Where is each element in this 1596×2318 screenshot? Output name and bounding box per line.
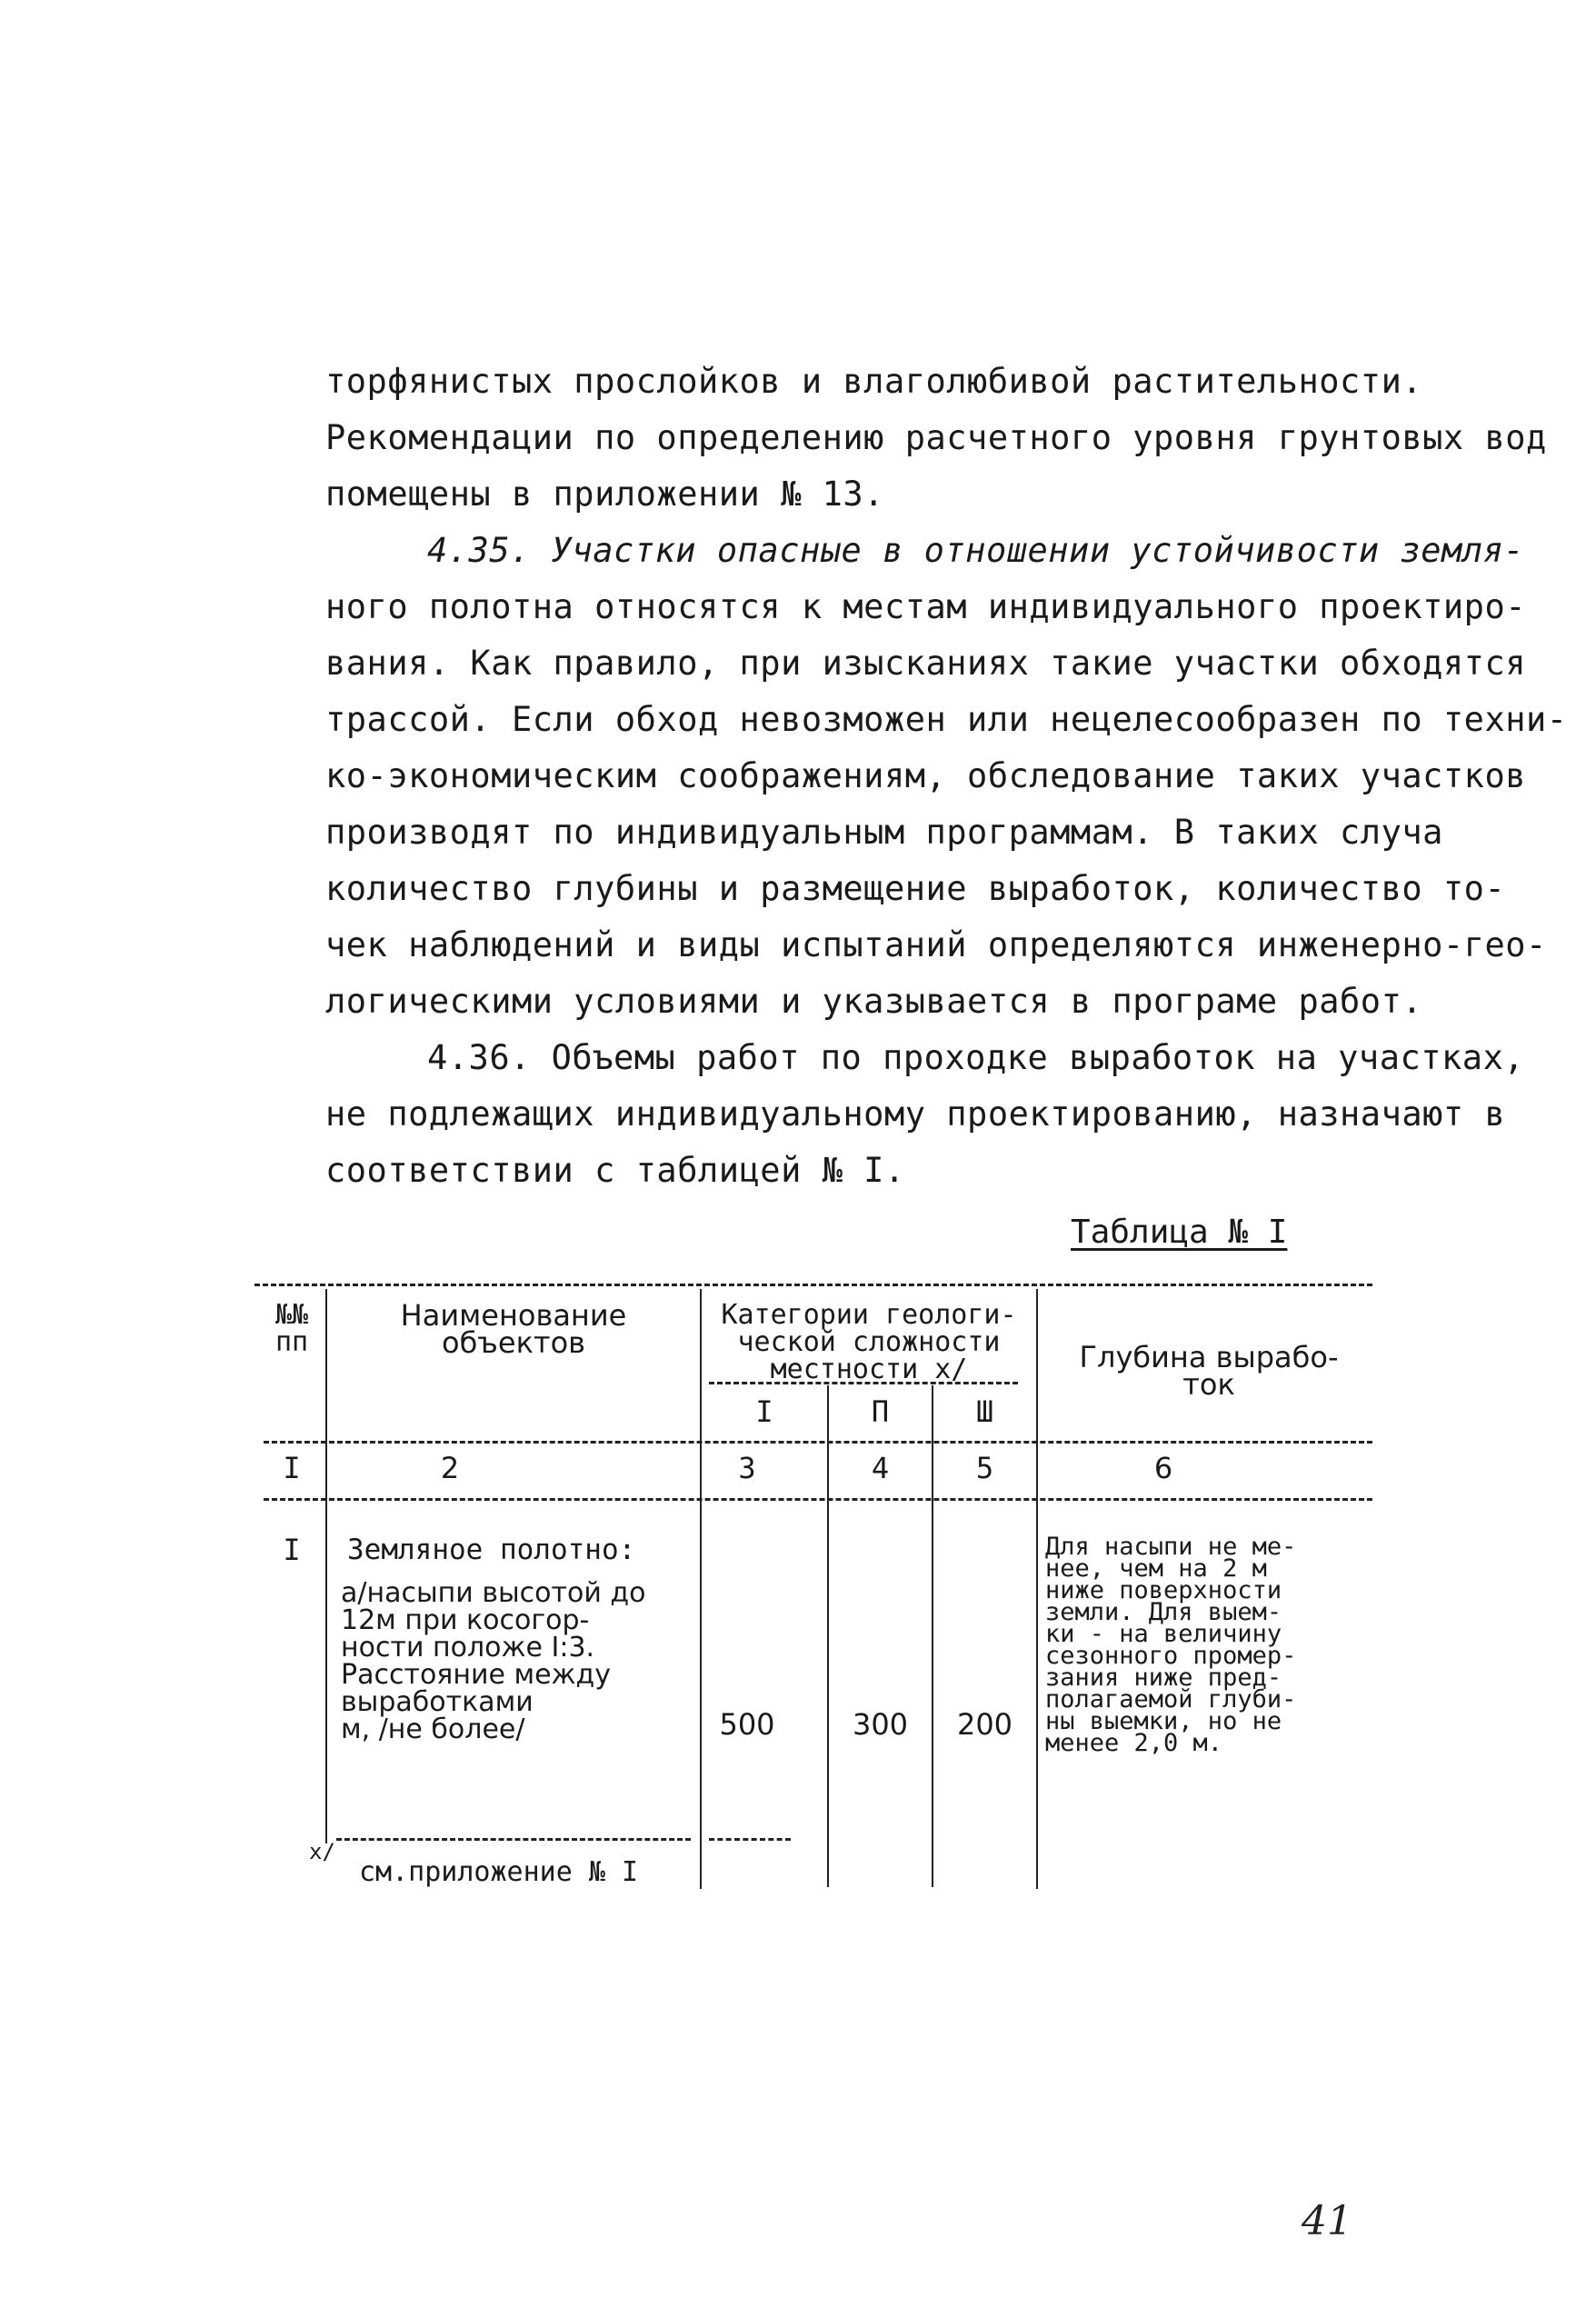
header-category: Категории геологи- ческой сложности местности x/: [721, 1299, 1017, 1385]
text-line: соответствии с таблицей № I.: [325, 1151, 905, 1190]
text-line: 4.35. Участки опасные в отношении устойчивости земля-: [427, 531, 1525, 570]
row-category-1-value: 500: [719, 1707, 775, 1742]
header-category-2: П: [871, 1394, 890, 1429]
numbers-bottom-rule: [264, 1498, 1372, 1501]
column-number: 5: [975, 1451, 994, 1485]
text-line: ко-экономическим соображениям, обследование таких участков: [325, 756, 1527, 795]
text-line: помещены в приложении № 13.: [325, 475, 884, 514]
col-divider-1: [325, 1289, 327, 1843]
footnote-mark: x/: [309, 1839, 335, 1864]
header-category-1: I: [755, 1394, 773, 1429]
text-line: не подлежащих индивидуальному проектированию, назначают в: [325, 1094, 1506, 1134]
row-number: I: [283, 1533, 301, 1567]
text-line: 4.36. Объемы работ по проходке выработок на участках,: [427, 1038, 1525, 1077]
text-line: трассой. Если обход невозможен или нецелесообразен по техни-: [325, 700, 1568, 739]
column-number: I: [283, 1451, 301, 1485]
col-divider-5: [1036, 1289, 1038, 1889]
row-description: а/насыпи высотой до 12м при косогор- ности положе I:3. Расстояние между выработками м, /не более/: [341, 1577, 646, 1745]
text-line: чек наблюдений и виды испытаний определяются инженерно-гео-: [325, 925, 1547, 964]
column-number: 2: [440, 1451, 460, 1485]
column-number: 6: [1153, 1451, 1173, 1485]
header-name: Наименование объектов: [400, 1298, 627, 1360]
header-number: №№ пп: [274, 1299, 309, 1358]
text-line: ного полотна относятся к местам индивидуального проектиро-: [325, 587, 1527, 626]
text-line: Рекомендации по определению расчетного уровня грунтовых вод: [325, 418, 1547, 457]
header-depth: Глубина вырабо- ток: [1079, 1340, 1339, 1402]
page-number: 41: [1302, 2198, 1352, 2244]
table-top-rule: [254, 1284, 1372, 1286]
footnote-rule-short: [709, 1838, 791, 1841]
row-depth-text: Для насыпи не ме- нее, чем на 2 м ниже поверхности земли. Для выем- ки - на величину сезонного промер- зания ниже пред- полагаемой глуби- ны выемки, но не менее 2,0 м.: [1045, 1533, 1297, 1757]
text-line: количество глубины и размещение выработок, количество то-: [325, 869, 1506, 908]
text-line: вания. Как правило, при изысканиях такие участки обходятся: [325, 644, 1527, 683]
column-number: 3: [738, 1451, 756, 1485]
text-line: логическими условиями и указывается в програме работ.: [325, 982, 1423, 1021]
header-bottom-rule: [264, 1441, 1372, 1444]
column-number: 4: [871, 1451, 890, 1485]
table-caption: Таблица № I: [1071, 1214, 1288, 1251]
row-category-2-value: 300: [852, 1707, 909, 1742]
text-line: производят по индивидуальным программам. В таких случа: [325, 813, 1443, 852]
footnote-text: см.приложение № I: [359, 1856, 639, 1888]
row-category-3-value: 200: [956, 1707, 1013, 1742]
footnote-rule: [336, 1838, 691, 1841]
header-category-3: Ш: [975, 1394, 994, 1429]
text-line: торфянистых прослойков и влаголюбивой растительности.: [325, 362, 1423, 401]
row-title: Земляное полотно:: [347, 1534, 636, 1566]
